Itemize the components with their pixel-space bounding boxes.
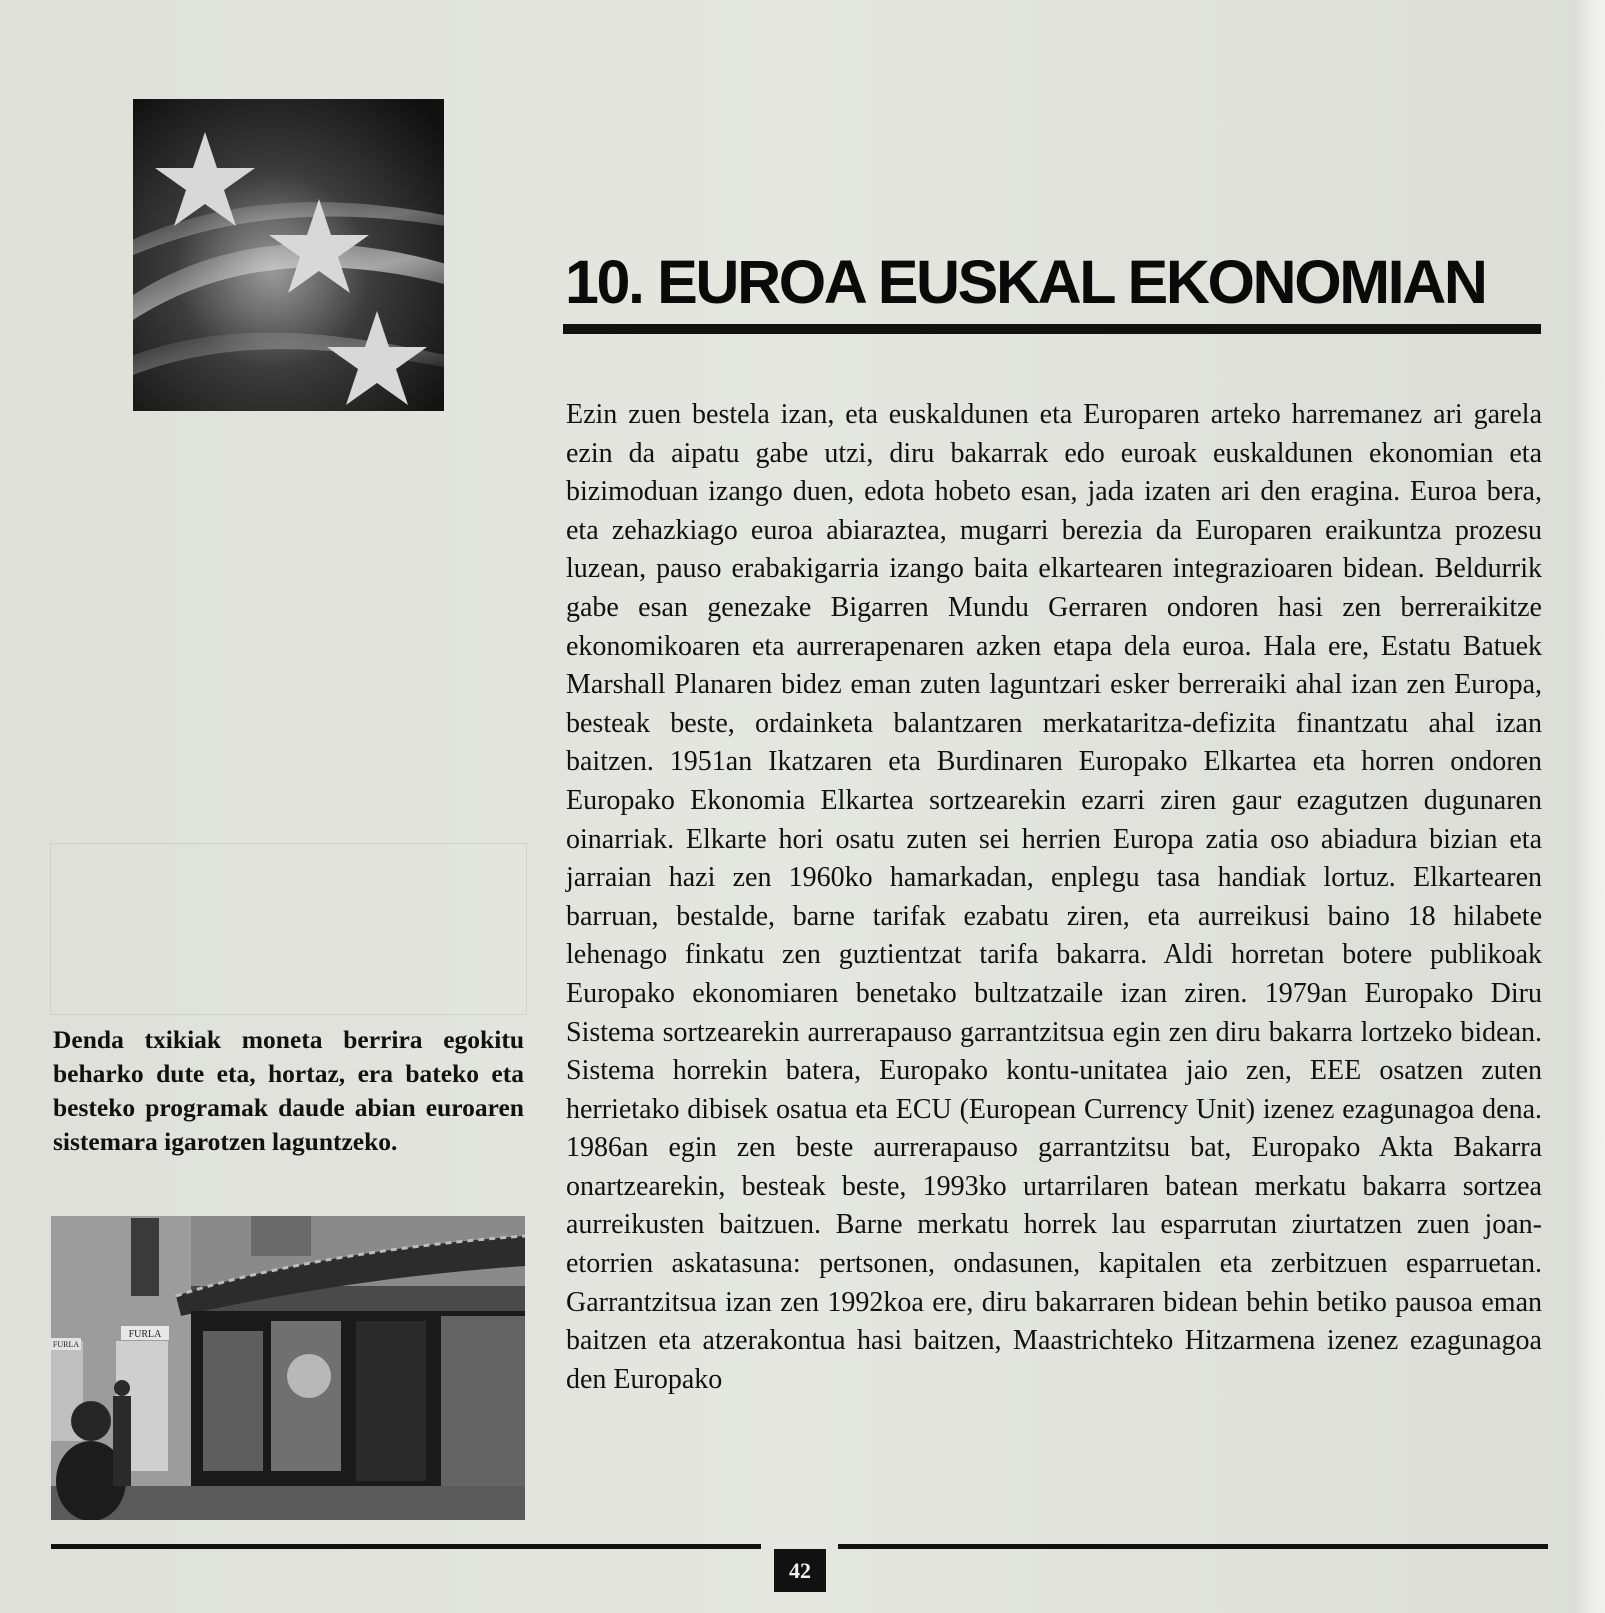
footer-rule-left bbox=[51, 1544, 761, 1549]
show-through-box bbox=[50, 843, 527, 1015]
photo-caption: Denda txikiak moneta berrira egokitu beharko dute eta, hortaz, era bateko eta besteko programak daude abian euroaren sistemara igarotzen laguntzeko. bbox=[53, 1025, 524, 1156]
footer-rule-right bbox=[838, 1544, 1548, 1549]
shop-sign-edge: FURLA bbox=[52, 1340, 80, 1349]
article-body: Ezin zuen bestela izan, eta euskaldunen eta Europaren arteko harremanez ari garela ezin da aipatu gabe utzi, diru bakarrak edo euroak euskaldunen ekonomian eta bizimoduan izango duen, edota hobeto esan, jada izaten ari den eragina. Euroa bera, eta zehazkiago euroa abiaraztea, mugarri berezia da Europaren eraikuntza prozesu luzean, pauso erabakigarria izango baita elkartearen integrazioaren bidean. Beldurrik gabe esan genezake Bigarren Mundu Gerraren ondoren hasi zen berreraikitze ekonomikoaren eta aurrerapenaren azken etapa dela euroa. Hala ere, Estatu Batuek Marshall Planaren bidez eman zuten laguntzari esker berreraiki ahal izan zen Europa, besteak beste, ordainketa balantzaren merkataritza-defizita finantzatu ahal izan baitzen. 1951an Ikatzaren eta Burdinaren Europako Elkartea eta horren ondoren Europako Ekonomia Elkartea sortzearekin ezarri ziren gaur ezagutzen dugunaren oinarriak. Elkarte hori osatu zuten sei herrien Europa zatia oso abiadura bizian eta jarraian hazi zen 1960ko hamarkadan, enplegu tasa handiak lortuz. Elkartearen barruan, bestalde, barne tarifak ezabatu ziren, eta aurreikusi baino 18 hilabete lehenago finkatu zen guztientzat tarifa bakarra. Aldi horretan botere publikoak Europako ekonomiaren benetako bultzatzaile izan ziren. 1979an Europako Diru Sistema sortzearekin aurrerapauso garrantzitsua egin zen diru bakarra lortzeko bidean. Sistema horrekin batera, Europako kontu-unitatea jaio zen, EEE osatzen zuten herrietako dibisek osatua eta ECU (European Currency Unit) izenez ezagunagoa dena. 1986an egin zen beste aurrerapauso garrantzitsu bat, Europako Akta Bakarra onartzearekin, besteak beste, 1993ko urtarrilaren batean merkatu bakarra sortzea aurreikusten baitzuen. Barne merkatu horrek lau esparrutan ziurtatzen zuen joan-etorrien askatasuna: pertsonen, ondasunen, kapitalen eta zerbitzuen esparruetan. Garrantzitsua izan zen 1992koa ere, diru bakarraren bidean behin betiko pausoa eman baitzen eta atzerakontua hasi baitzen, Maastrichteko Hitzarmena izenez ezagunagoa den Europako bbox=[566, 399, 1542, 1395]
title-rule bbox=[563, 324, 1541, 334]
euro-stars-photo bbox=[133, 99, 444, 411]
page-number: 42 bbox=[774, 1549, 826, 1592]
shop-sign-left: FURLA bbox=[128, 1329, 162, 1340]
shop-front-photo bbox=[51, 1216, 525, 1520]
page-title: 10. EUROA EUSKAL EKONOMIAN bbox=[565, 248, 1486, 316]
page-edge-shadow bbox=[1575, 0, 1605, 1613]
